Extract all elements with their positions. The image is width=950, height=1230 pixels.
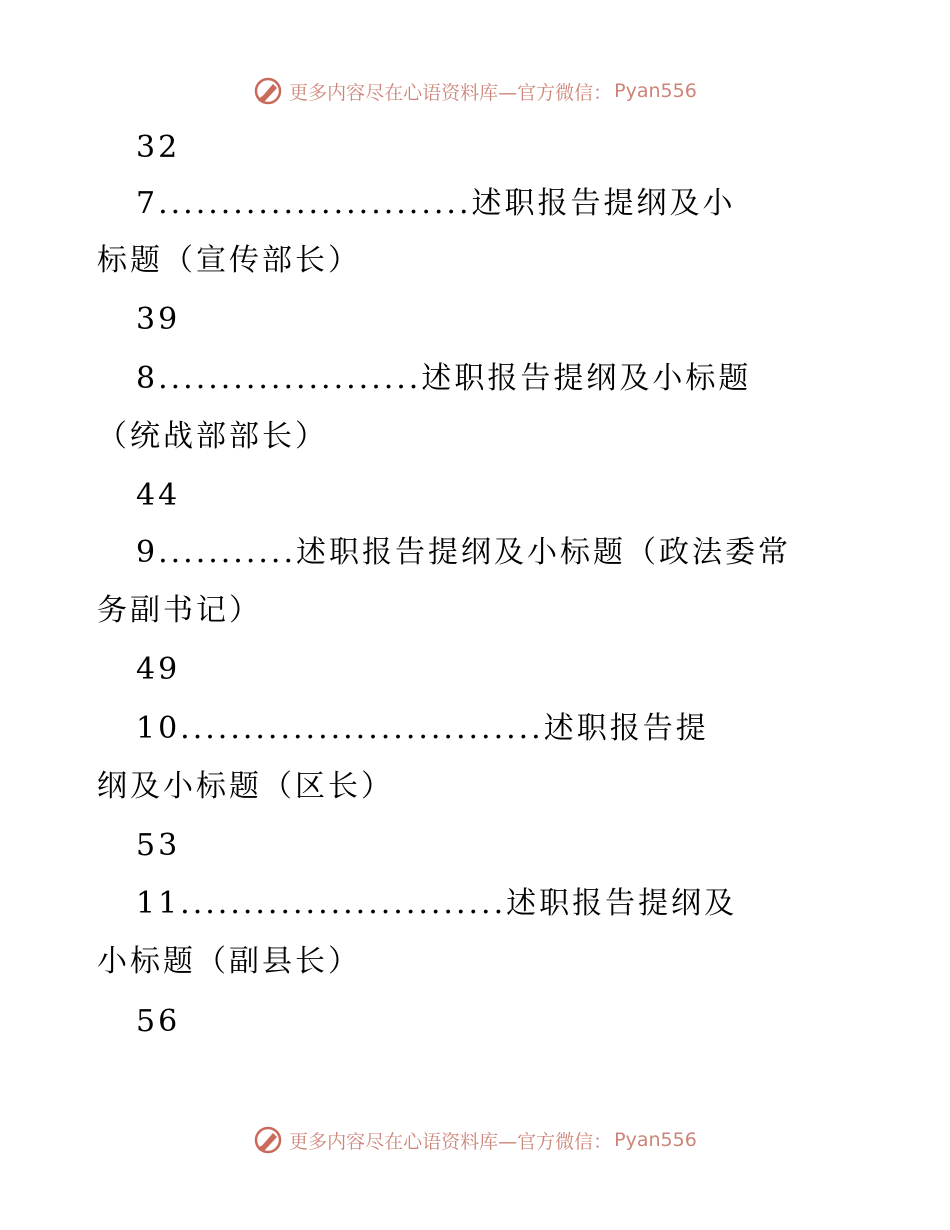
toc-leader: 9........... <box>136 535 296 570</box>
toc-page-number: 56 <box>136 1004 181 1039</box>
watermark-wechat: Pyan556 <box>614 80 697 102</box>
watermark-wechat: Pyan556 <box>614 1129 697 1151</box>
toc-entry-10[interactable] <box>0 707 950 751</box>
toc-entry-9[interactable] <box>0 531 950 575</box>
toc-title: 述职报告提纲及小标题（政法委常 <box>295 535 791 570</box>
toc-page-number: 49 <box>136 652 181 687</box>
toc-title: 述职报告提纲及小标题 <box>421 361 752 396</box>
toc-leader: 7......................... <box>136 186 472 221</box>
toc-entry-8[interactable] <box>0 357 950 401</box>
watermark-text: 更多内容尽在心语资料库—官方微信： <box>289 81 613 104</box>
toc-leader: 8..................... <box>136 361 422 396</box>
toc-page-number: 32 <box>136 130 181 165</box>
toc-title: 述职报告提 <box>543 711 709 746</box>
toc-entry-7[interactable] <box>0 182 950 226</box>
pen-logo-icon <box>253 1125 283 1155</box>
toc-leader: 10............................. <box>136 711 544 746</box>
toc-title-continued: （统战部部长） <box>97 419 328 454</box>
toc-title: 述职报告提纲及 <box>506 886 738 921</box>
toc-title-continued: 纲及小标题（区长） <box>97 769 394 804</box>
pen-logo-icon <box>253 76 283 106</box>
toc-leader: 11.......................... <box>136 886 507 921</box>
toc-page-number: 39 <box>136 302 181 337</box>
watermark-footer <box>0 1120 950 1160</box>
toc-title: 述职报告提纲及小 <box>471 186 736 221</box>
toc-title-continued: 小标题（副县长） <box>97 944 361 979</box>
toc-entry-11[interactable] <box>0 882 950 926</box>
toc-page-number: 44 <box>136 478 181 513</box>
watermark-text: 更多内容尽在心语资料库—官方微信： <box>289 1130 613 1153</box>
toc-title-continued: 务副书记） <box>97 593 262 628</box>
toc-page-number: 53 <box>136 828 181 863</box>
toc-title-continued: 标题（宣传部长） <box>97 243 361 278</box>
watermark-header <box>0 71 950 111</box>
